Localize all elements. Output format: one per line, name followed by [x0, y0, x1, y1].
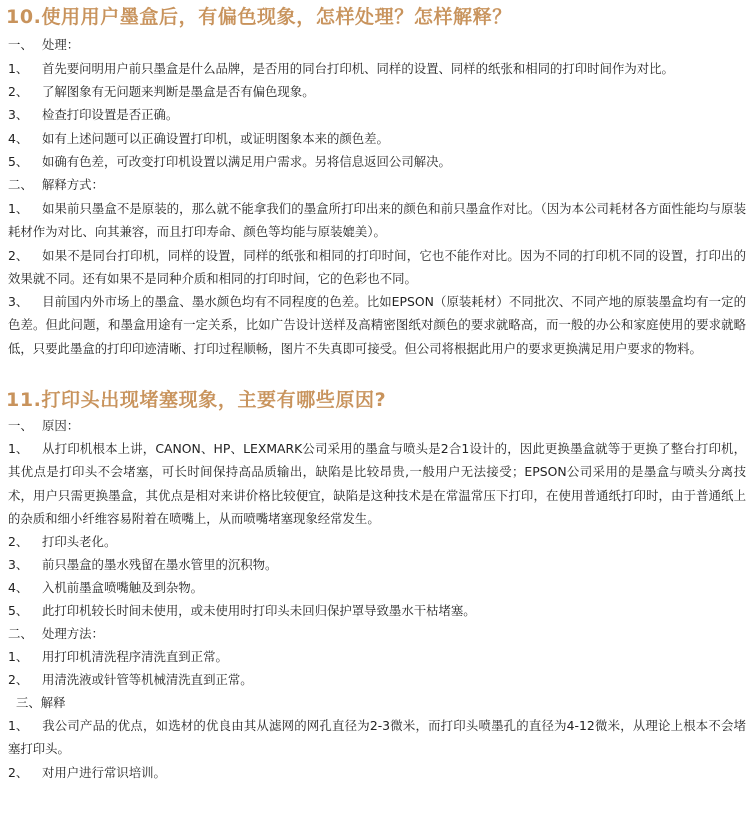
section-11-part-3: 三、解释: [16, 695, 66, 710]
section-11-cause: 5、 此打印机较长时间未使用，或未使用时打印头未回归保护罩导致墨水干枯堵塞。: [8, 603, 476, 618]
section-10-explain: 2、 如果不是同台打印机，同样的设置，同样的纸张和相同的打印时间，它也不能作对比。因为不同的打印机不同的设置，打印出的效果就不同。还有如果不是同种介质和相同的打印时间，它的色彩也不同。: [8, 248, 746, 287]
section-11-part-1: 一、 原因：: [8, 418, 80, 433]
section-10-step: 4、 如有上述问题可以正确设置打印机，或证明图象本来的颜色差。: [8, 131, 389, 146]
section-10-title: 10.使用用户墨盒后，有偏色现象，怎样处理？怎样解释？: [6, 6, 512, 28]
section-11-solution: 2、 对用户进行常识培训。: [8, 765, 166, 780]
section-10-part-2: 二、 解释方式：: [8, 177, 104, 192]
section-11-method: 2、 用清洗液或针管等机械清洗直到正常。: [8, 672, 253, 687]
section-10-step: 2、 了解图象有无问题来判断是墨盒是否有偏色现象。: [8, 84, 315, 99]
section-11-cause: 1、 从打印机根本上讲，CANON、HP、LEXMARK公司采用的墨盒与喷头是2合1设计的，因此更换墨盒就等于更换了整台打印机，其优点是打印头不会堵塞，可长时间保持高品质输出，缺陷是比较昂贵,一般用户无法接受；EPSON公司采用的是墨盒与喷头分离技术，用户只需更换墨盒，其优点是相对来讲价格比较便宜，缺陷是这种技术是在常温常压下打印，在使用普通纸打印时，由于普通纸上的杂质和细小纤维容易附着在喷嘴上，从而喷嘴堵塞现象经常发生。: [8, 441, 746, 527]
section-11-cause: 3、 前只墨盒的墨水残留在墨水管里的沉积物。: [8, 557, 278, 572]
section-11-title: 11.打印头出现堵塞现象，主要有哪些原因?: [6, 389, 387, 411]
section-10-explain: 1、 如果前只墨盒不是原装的，那么就不能拿我们的墨盒所打印出来的颜色和前只墨盒作对比。（因为本公司耗材各方面性能均与原装耗材作为对比、向其兼容，而且打印寿命、颜色等均能与原装媲美）。: [8, 201, 746, 240]
section-10-step: 3、 检查打印设置是否正确。: [8, 107, 179, 122]
section-10-step: 1、 首先要问明用户前只墨盒是什么品牌，是否用的同台打印机、同样的设置、同样的纸张和相同的打印时间作为对比。: [8, 61, 674, 76]
section-11-solution: 1、 我公司产品的优点，如选材的优良由其从滤网的网孔直径为2-3微米，而打印头喷墨孔的直径为4-12微米，从理论上根本不会堵塞打印头。: [8, 718, 746, 757]
section-10-part-1: 一、 处理：: [8, 37, 80, 52]
section-11-cause: 4、 入机前墨盒喷嘴触及到杂物。: [8, 580, 204, 595]
section-10-step: 5、 如确有色差，可改变打印机设置以满足用户需求。另将信息返回公司解决。: [8, 154, 451, 169]
section-10-explain: 3、 目前国内外市场上的墨盒、墨水颜色均有不同程度的色差。比如EPSON（原装耗材）不同批次、不同产地的原装墨盒均有一定的色差。但此问题，和墨盒用途有一定关系，比如广告设计送样及高精密图纸对颜色的要求就略高，而一般的办公和家庭使用的要求就略低，只要此墨盒的打印印迹清晰、打印过程顺畅，图片不失真即可接受。但公司将根据此用户的要求更换满足用户要求的物料。: [8, 294, 746, 356]
section-11-cause: 2、 打印头老化。: [8, 534, 117, 549]
section-11-part-2: 二、 处理方法：: [8, 626, 104, 641]
section-11-method: 1、 用打印机清洗程序清洗直到正常。: [8, 649, 228, 664]
